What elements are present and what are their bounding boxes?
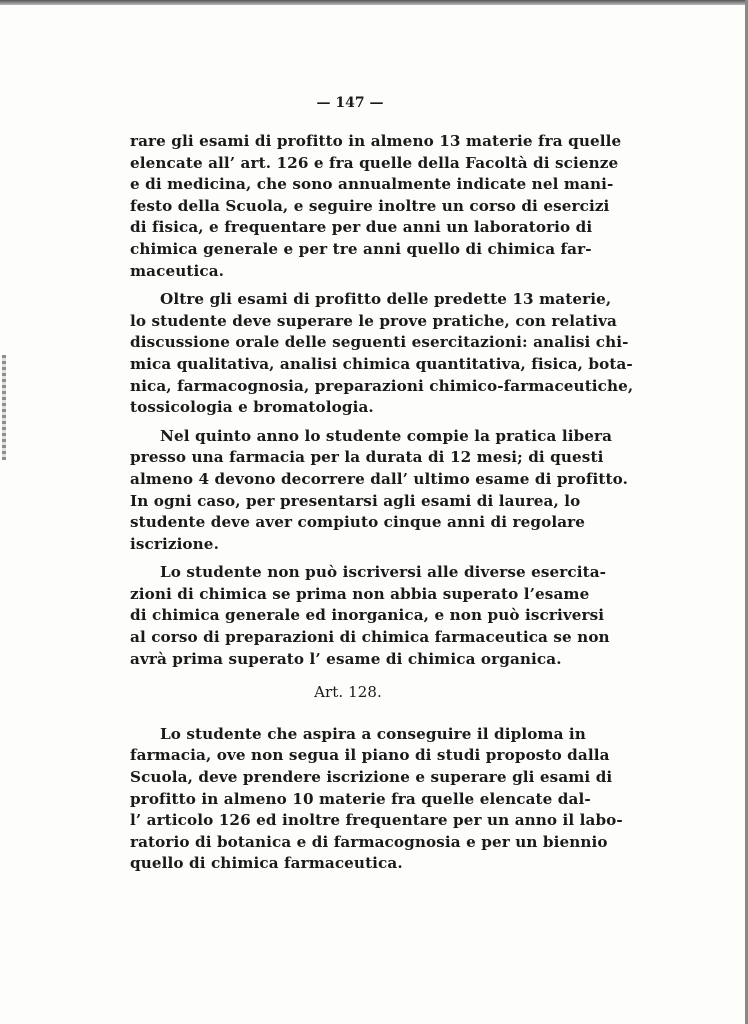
text-line: lo studente deve superare le prove pratiche, con relativa xyxy=(130,311,617,330)
text-line: Scuola, deve prendere iscrizione e superare gli esami di xyxy=(130,768,613,787)
text-line: Lo studente che aspira a conseguire il diploma in xyxy=(160,724,586,743)
scan-top-edge xyxy=(0,0,748,5)
text-line: zioni di chimica se prima non abbia superato l’esame xyxy=(130,584,590,603)
text-line: al corso di preparazioni di chimica farmaceutica se non xyxy=(130,628,610,647)
text-line: festo della Scuola, e seguire inoltre un corso di esercizi xyxy=(130,196,610,215)
text-line: studente deve aver compiuto cinque anni di regolare xyxy=(130,513,585,532)
text-line: Oltre gli esami di profitto delle predette 13 materie, xyxy=(160,290,612,309)
text-line: rare gli esami di profitto in almeno 13 materie fra quelle xyxy=(130,132,622,150)
text-line: farmacia, ove non segua il piano di studi proposto dalla xyxy=(130,746,610,765)
text-line: quello di chimica farmaceutica. xyxy=(130,854,403,873)
text-line: tossicologia e bromatologia. xyxy=(130,398,374,417)
text-line: Nel quinto anno lo studente compie la pratica libera xyxy=(160,426,613,445)
text-line: almeno 4 devono decorrere dall’ ultimo esame di profitto. xyxy=(130,469,628,488)
text-line: profitto in almeno 10 materie fra quelle elencate dal- xyxy=(130,789,591,808)
page-number: — 147 — xyxy=(316,95,384,111)
text-line: avrà prima superato l’ esame di chimica organica. xyxy=(130,649,562,668)
text-line: chimica generale e per tre anni quello di chimica far- xyxy=(130,239,592,258)
text-line: mica qualitativa, analisi chimica quantitativa, fisica, bota- xyxy=(130,354,633,373)
paragraph xyxy=(130,131,622,282)
text-line: presso una farmacia per la durata di 12 mesi; di questi xyxy=(130,448,604,467)
text-line: iscrizione. xyxy=(130,534,219,553)
text-line: maceutica. xyxy=(130,261,225,280)
text-line: di chimica generale ed inorganica, e non può iscriversi xyxy=(130,606,605,625)
article-heading: Art. 128. xyxy=(314,683,382,702)
text-line: ratorio di botanica e di farmacognosia e per un biennio xyxy=(130,832,608,851)
scan-binding-mark xyxy=(2,355,6,460)
text-line: discussione orale delle seguenti esercitazioni: analisi chi- xyxy=(130,333,629,352)
paragraph xyxy=(130,724,623,875)
text-line: elencate all’ art. 126 e fra quelle della Facoltà di scienze xyxy=(130,153,619,172)
page-body xyxy=(130,131,634,882)
text-line: Lo studente non può iscriversi alle diverse esercita- xyxy=(160,563,607,582)
text-line: nica, farmacognosia, preparazioni chimico-farmaceutiche, xyxy=(130,376,634,395)
paragraph xyxy=(130,289,634,419)
paragraph xyxy=(130,562,610,670)
text-line: di fisica, e frequentare per due anni un laboratorio di xyxy=(130,218,593,237)
text-line: l’ articolo 126 ed inoltre frequentare per un anno il labo- xyxy=(130,811,623,830)
text-line: In ogni caso, per presentarsi agli esami di laurea, lo xyxy=(130,491,581,510)
paragraph xyxy=(130,426,628,556)
text-line: e di medicina, che sono annualmente indicate nel mani- xyxy=(130,175,614,194)
